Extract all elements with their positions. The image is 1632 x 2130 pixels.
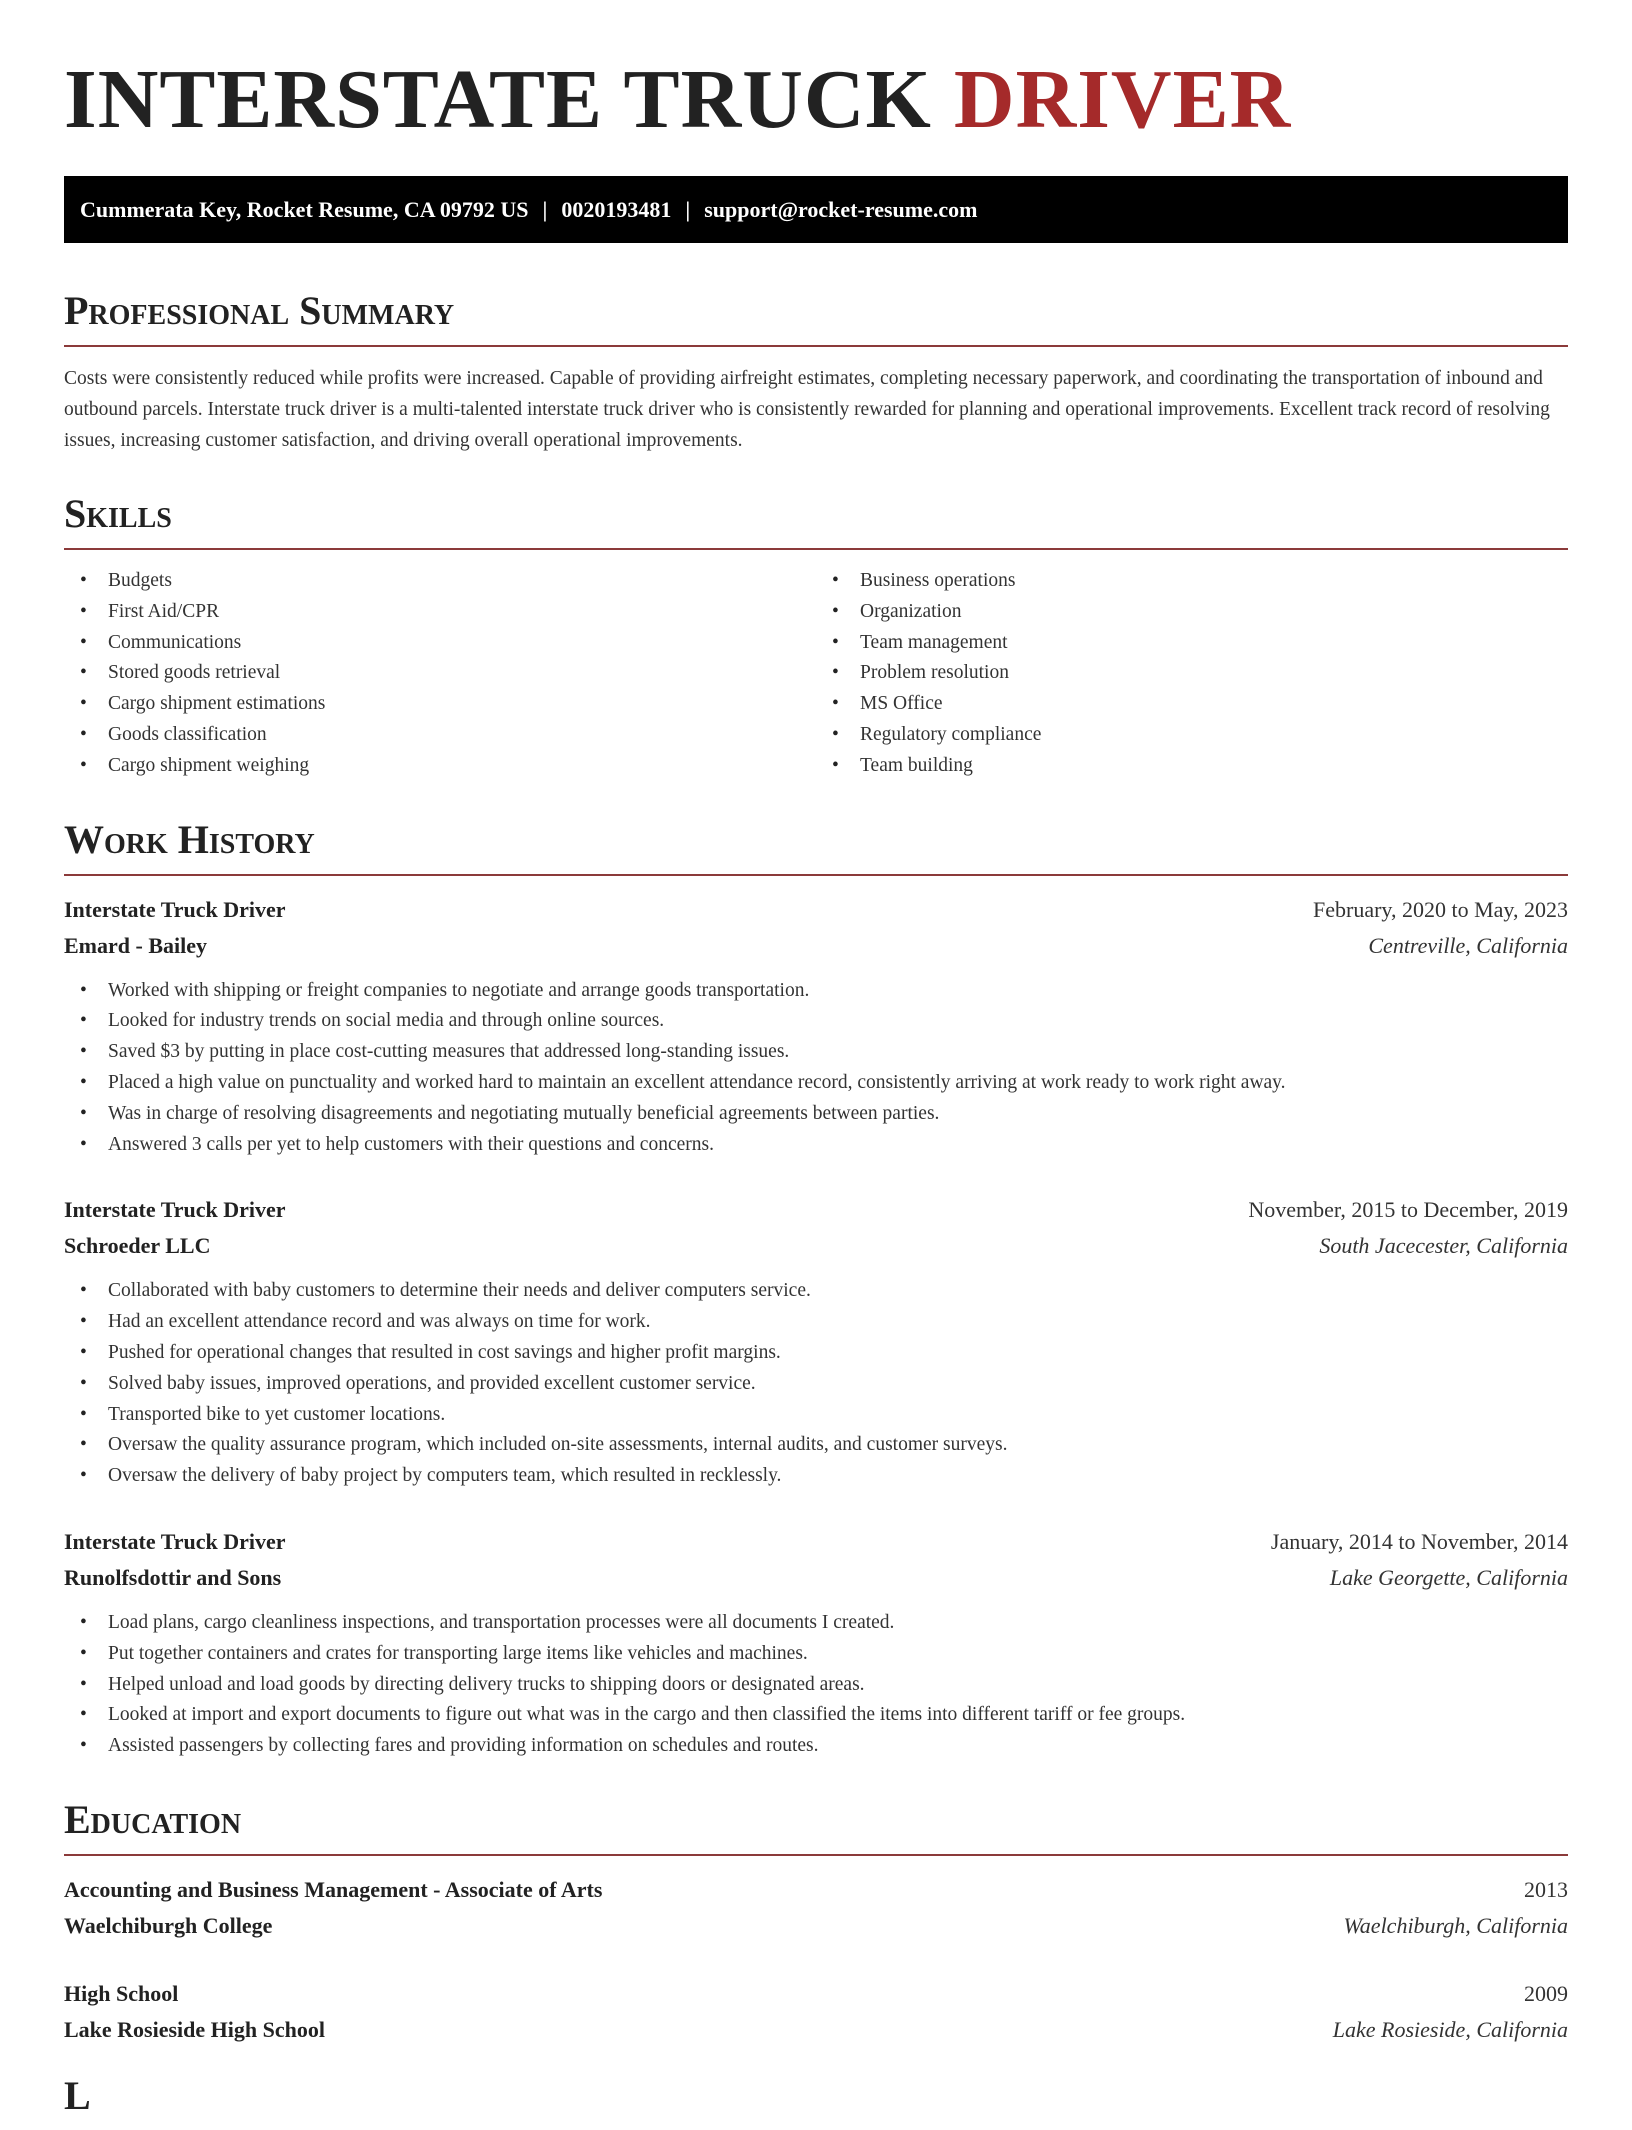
- education-degree: Accounting and Business Management - Associate of Arts: [64, 1876, 603, 1902]
- job-entry: [64, 1192, 1568, 1492]
- job-company: Schroeder LLC: [64, 1233, 211, 1259]
- job-dates: February, 2020 to May, 2023: [1313, 896, 1568, 922]
- education-school-row: [64, 2012, 1568, 2048]
- job-company: Emard - Bailey: [64, 932, 207, 958]
- skill-item: • First Aid/CPR: [108, 597, 816, 628]
- job-bullet: • Looked for industry trends on social media and through online sources.: [108, 1006, 1568, 1037]
- skill-item: • Budgets: [108, 566, 816, 597]
- contact-address: Cummerata Key, Rocket Resume, CA 09792 US: [80, 196, 529, 222]
- education-entry: [64, 1872, 1568, 1944]
- education-year: 2013: [1524, 1876, 1568, 1902]
- skill-item: • Communications: [108, 628, 816, 659]
- job-bullet: • Put together containers and crates for transporting large items like vehicles and machines.: [108, 1639, 1568, 1670]
- skills-list-left: [64, 566, 816, 782]
- skills-heading: Skills: [64, 494, 1568, 550]
- job-bullet: • Transported bike to yet customer locations.: [108, 1400, 1568, 1431]
- skill-item: • Organization: [860, 597, 1568, 628]
- job-company-row: [64, 928, 1568, 964]
- skill-item: • Team building: [860, 751, 1568, 782]
- job-location: Centreville, California: [1368, 932, 1568, 958]
- education-header-row: [64, 1872, 1568, 1908]
- job-company-row: [64, 1228, 1568, 1264]
- job-bullet: • Was in charge of resolving disagreements and negotiating mutually beneficial agreements between parties.: [108, 1099, 1568, 1130]
- education-degree: High School: [64, 1980, 179, 2006]
- skill-item: • MS Office: [860, 689, 1568, 720]
- work-section: [64, 816, 1568, 1762]
- skill-item: • Regulatory compliance: [860, 720, 1568, 751]
- job-dates: November, 2015 to December, 2019: [1248, 1197, 1568, 1223]
- summary-text: Costs were consistently reduced while profits were increased. Capable of providing airfreight estimates, completing necessary paperwork, and coordinating the transportation of inbound and outbound parcels. Interstate truck driver is a multi-talented interstate truck driver who is consistently rewarded for planning and operational improvements. Excellent track record of resolving issues, increasing customer satisfaction, and driving overall operational improvements.: [64, 368, 1550, 451]
- job-bullet: • Oversaw the quality assurance program, which included on-site assessments, internal audits, and customer surveys.: [108, 1430, 1568, 1461]
- education-school: Lake Rosieside High School: [64, 2016, 325, 2042]
- job-bullets: [64, 976, 1568, 1161]
- summary-section: [64, 288, 1568, 456]
- skills-list-right: [816, 566, 1568, 782]
- job-bullet: • Worked with shipping or freight companies to negotiate and arrange goods transportation.: [108, 976, 1568, 1007]
- education-year: 2009: [1524, 1980, 1568, 2006]
- skill-item: • Stored goods retrieval: [108, 658, 816, 689]
- job-title: Interstate Truck Driver: [64, 896, 286, 922]
- job-header-row: [64, 1192, 1568, 1228]
- job-location: South Jacecester, California: [1319, 1233, 1568, 1259]
- next-section-heading: L: [64, 2072, 91, 2118]
- job-company: Runolfsdottir and Sons: [64, 1564, 282, 1590]
- education-location: Waelchiburgh, California: [1343, 1912, 1568, 1938]
- education-list: [64, 1872, 1568, 2048]
- skill-item: • Problem resolution: [860, 658, 1568, 689]
- job-bullet: • Pushed for operational changes that resulted in cost savings and higher profit margins.: [108, 1338, 1568, 1369]
- job-bullet: • Saved $3 by putting in place cost-cutting measures that addressed long-standing issues.: [108, 1037, 1568, 1068]
- job-header-row: [64, 1524, 1568, 1560]
- job-title: Interstate Truck Driver: [64, 1528, 286, 1554]
- resume-title: [64, 0, 1568, 166]
- skill-item: • Goods classification: [108, 720, 816, 751]
- job-bullet: • Answered 3 calls per yet to help customers with their questions and concerns.: [108, 1130, 1568, 1161]
- skills-section: [64, 491, 1568, 782]
- job-bullet: • Load plans, cargo cleanliness inspections, and transportation processes were all documents I created.: [108, 1608, 1568, 1639]
- education-heading: Education: [64, 1800, 1568, 1856]
- summary-heading: Professional Summary: [64, 291, 1568, 347]
- job-dates: January, 2014 to November, 2014: [1270, 1528, 1568, 1554]
- job-bullets: [64, 1276, 1568, 1492]
- title-accent: DRIVER: [953, 53, 1292, 146]
- job-bullet: • Had an excellent attendance record and was always on time for work.: [108, 1307, 1568, 1338]
- skill-item: • Team management: [860, 628, 1568, 659]
- education-school: Waelchiburgh College: [64, 1912, 273, 1938]
- skills-columns: [64, 566, 1568, 782]
- contact-phone: 0020193481: [561, 196, 672, 222]
- job-company-row: [64, 1560, 1568, 1596]
- work-heading: Work History: [64, 820, 1568, 876]
- contact-bar: [64, 176, 1568, 243]
- job-bullet: • Solved baby issues, improved operations, and provided excellent customer service.: [108, 1369, 1568, 1400]
- education-header-row: [64, 1976, 1568, 2012]
- job-bullet: • Oversaw the delivery of baby project by computers team, which resulted in recklessly.: [108, 1461, 1568, 1492]
- job-title: Interstate Truck Driver: [64, 1197, 286, 1223]
- next-section: [64, 2072, 1568, 2130]
- contact-email[interactable]: support@rocket-resume.com: [704, 196, 978, 222]
- job-list: [64, 892, 1568, 1762]
- job-bullet: • Collaborated with baby customers to determine their needs and deliver computers service.: [108, 1276, 1568, 1307]
- job-entry: [64, 892, 1568, 1161]
- skill-item: • Business operations: [860, 566, 1568, 597]
- education-school-row: [64, 1908, 1568, 1944]
- job-location: Lake Georgette, California: [1329, 1564, 1568, 1590]
- skill-item: • Cargo shipment weighing: [108, 751, 816, 782]
- skill-item: • Cargo shipment estimations: [108, 689, 816, 720]
- education-location: Lake Rosieside, California: [1332, 2016, 1568, 2042]
- job-bullet: • Looked at import and export documents to figure out what was in the cargo and then classified the items into different tariff or fee groups.: [108, 1700, 1568, 1731]
- job-header-row: [64, 892, 1568, 928]
- education-section: [64, 1796, 1568, 2048]
- education-entry: [64, 1976, 1568, 2048]
- job-bullet: • Helped unload and load goods by directing delivery trucks to shipping doors or designated areas.: [108, 1670, 1568, 1701]
- contact-separator: |: [542, 196, 548, 222]
- contact-separator: |: [685, 196, 691, 222]
- job-bullet: • Placed a high value on punctuality and worked hard to maintain an excellent attendance record, consistently arriving at work ready to work right away.: [108, 1068, 1568, 1099]
- job-bullet: • Assisted passengers by collecting fares and providing information on schedules and routes.: [108, 1731, 1568, 1762]
- job-bullets: [64, 1608, 1568, 1762]
- title-main: INTERSTATE TRUCK: [64, 53, 954, 146]
- job-entry: [64, 1524, 1568, 1762]
